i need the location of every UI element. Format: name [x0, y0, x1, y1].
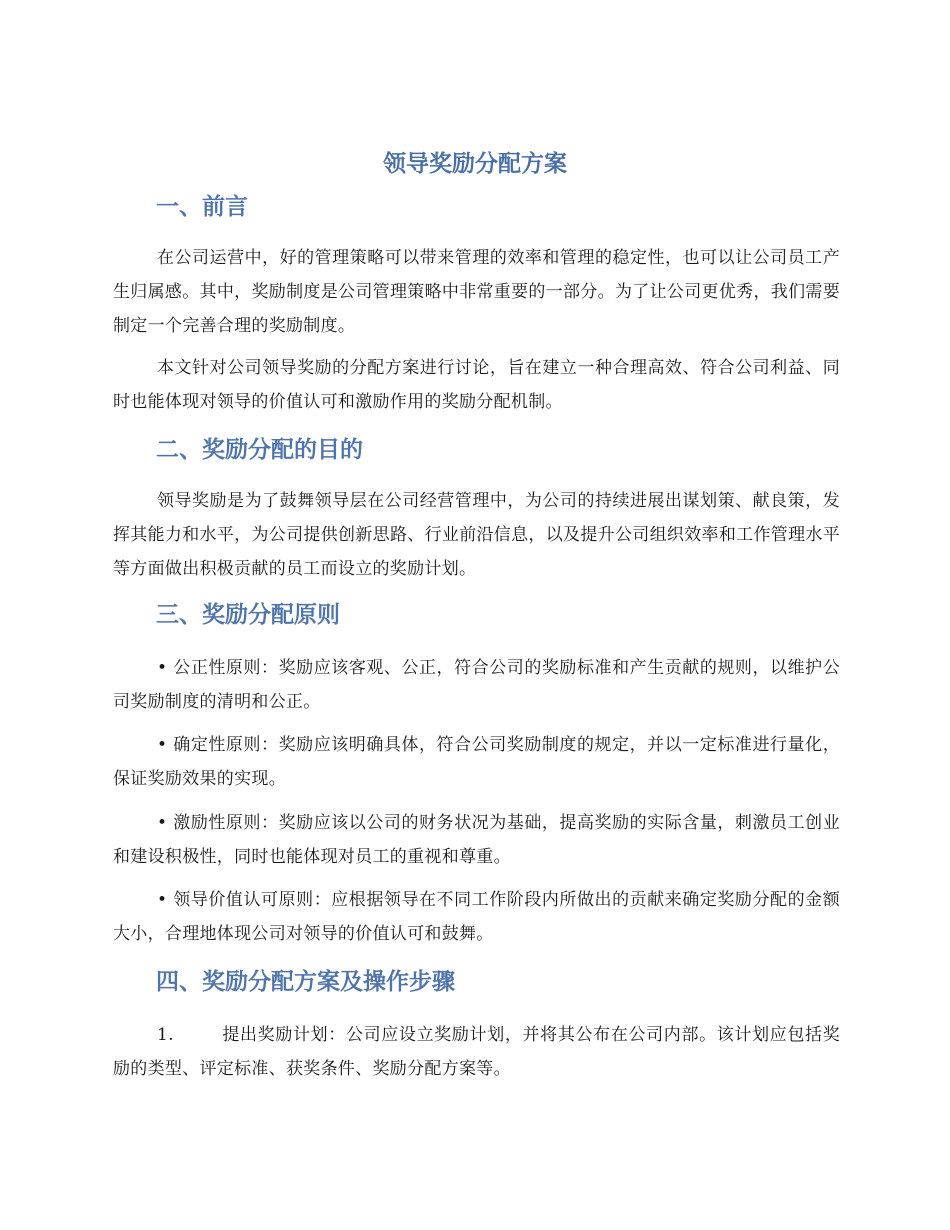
list-item: • 领导价值认可原则：应根据领导在不同工作阶段内所做出的贡献来确定奖励分配的金额大小，合理地体现公司对领导的价值认可和鼓舞。 [113, 890, 840, 944]
section-heading-purpose: 二、奖励分配的目的 [156, 437, 363, 463]
section-heading-preface: 一、前言 [156, 194, 248, 220]
paragraph: 本文针对公司领导奖励的分配方案进行讨论，旨在建立一种合理高效、符合公司利益、同时也能体现对领导的价值认可和激励作用的奖励分配机制。 [113, 358, 840, 412]
numbered-list-item [113, 1018, 840, 1086]
section-heading-principles: 三、奖励分配原则 [156, 602, 340, 628]
list-item: • 公正性原则：奖励应该客观、公正，符合公司的奖励标准和产生贡献的规则，以维护公司奖励制度的清明和公正。 [113, 658, 840, 712]
list-item: • 确定性原则：奖励应该明确具体，符合公司奖励制度的规定，并以一定标准进行量化，保证奖励效果的实现。 [113, 735, 840, 789]
list-item: • 激励性原则：奖励应该以公司的财务状况为基础，提高奖励的实际含量，刺激员工创业和建设积极性，同时也能体现对员工的重视和尊重。 [113, 813, 840, 867]
list-item-text: 提出奖励计划：公司应设立奖励计划，并将其公布在公司内部。该计划应包括奖励的类型、评定标准、获奖条件、奖励分配方案等。 [113, 1025, 840, 1079]
list-number: 1. [157, 1025, 174, 1045]
document-title: 领导奖励分配方案 [383, 151, 567, 177]
section-heading-plan-steps: 四、奖励分配方案及操作步骤 [156, 969, 455, 995]
paragraph: 领导奖励是为了鼓舞领导层在公司经营管理中，为公司的持续进展出谋划策、献良策，发挥其能力和水平，为公司提供创新思路、行业前沿信息，以及提升公司组织效率和工作管理水平等方面做出积极贡献的员工而设立的奖励计划。 [113, 491, 840, 579]
paragraph: 在公司运营中，好的管理策略可以带来管理的效率和管理的稳定性，也可以让公司员工产生归属感。其中，奖励制度是公司管理策略中非常重要的一部分。为了让公司更优秀，我们需要制定一个完善合理的奖励制度。 [113, 248, 840, 336]
